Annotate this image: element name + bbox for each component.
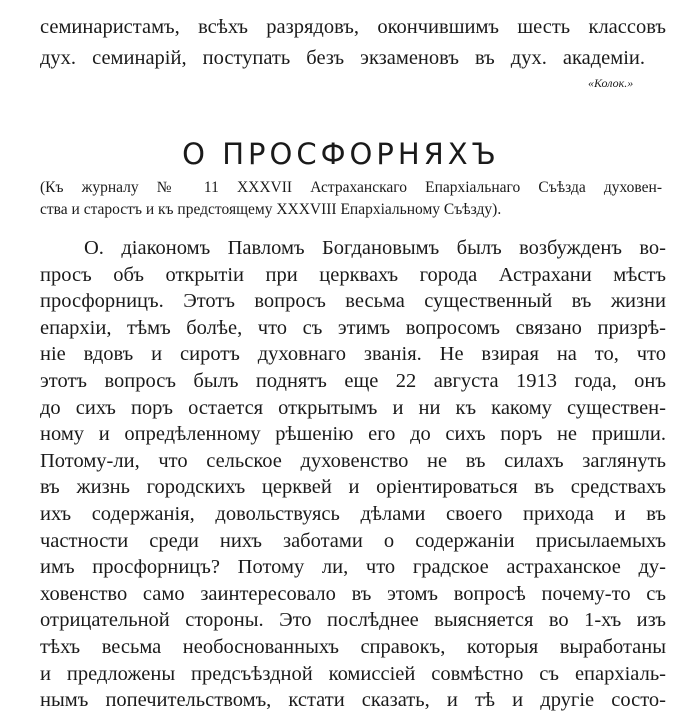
body-line: епархіи, тѣмъ болѣе, что съ этимъ вопросомъ связано призрѣ-	[40, 317, 666, 339]
body-line: частности среди нихъ заботами о содержаніи присылаемыхъ	[40, 530, 666, 552]
article-title: О ПРОСФОРНЯХЪ	[182, 137, 500, 171]
body-line: въ жизнь городскихъ церквей и оріентироваться въ средствахъ	[40, 476, 666, 498]
body-line: ихъ содержанія, довольствуясь дѣлами своего прихода и въ	[40, 503, 666, 525]
body-line: О. діакономъ Павломъ Богдановымъ былъ возбужденъ во-	[84, 237, 666, 259]
body-line: этотъ вопросъ былъ поднятъ еще 22 августа 1913 года, онъ	[40, 370, 666, 392]
body-line: имъ просфорницъ? Потому ли, что градское астраханское ду-	[40, 556, 666, 578]
body-line: отрицательной стороны. Это послѣднее выясняется во 1-хъ изъ	[40, 609, 666, 631]
body-line: просъ объ открытіи при церквахъ города Астрахани мѣстъ	[40, 264, 666, 286]
subtitle-line-2: ства и старостъ и къ предстоящему XXXVIII Епархіальному Съѣзду).	[40, 201, 502, 218]
body-line: нымъ попечительствомъ, кстати сказать, и тѣ и другіе состо-	[40, 689, 666, 711]
signature: «Колок.»	[588, 76, 634, 90]
body-line: и предложены предсъѣздной комиссіей совмѣстно съ епархіаль-	[40, 663, 666, 685]
body-line: Потому-ли, что сельское духовенство не въ силахъ заглянуть	[40, 450, 666, 472]
intro-line-1: семинаристамъ, всѣхъ разрядовъ, окончившимъ шесть классовъ	[40, 16, 666, 38]
intro-line-2: дух. семинарій, поступать безъ экзаменовъ въ дух. академіи.	[40, 47, 645, 69]
body-line: до сихъ поръ остается открытымъ и ни къ какому существен-	[40, 397, 666, 419]
subtitle-line-1: (Къ журналу № 11 XXXVII Астраханскаго Епархіальнаго Съѣзда духовен-	[40, 179, 662, 196]
body-line: ховенство само заинтересовало въ этомъ вопросѣ почему-то съ	[40, 583, 666, 605]
body-line: ніе вдовъ и сиротъ духовнаго званія. Не взирая на то, что	[40, 343, 666, 365]
body-line: ному и опредѣленному рѣшенію его до сихъ поръ не пришли.	[40, 423, 666, 445]
body-line: тѣхъ весьма необоснованныхъ справокъ, которыя выработаны	[40, 636, 666, 658]
body-line: просфорницъ. Этотъ вопросъ весьма существенный въ жизни	[40, 290, 666, 312]
